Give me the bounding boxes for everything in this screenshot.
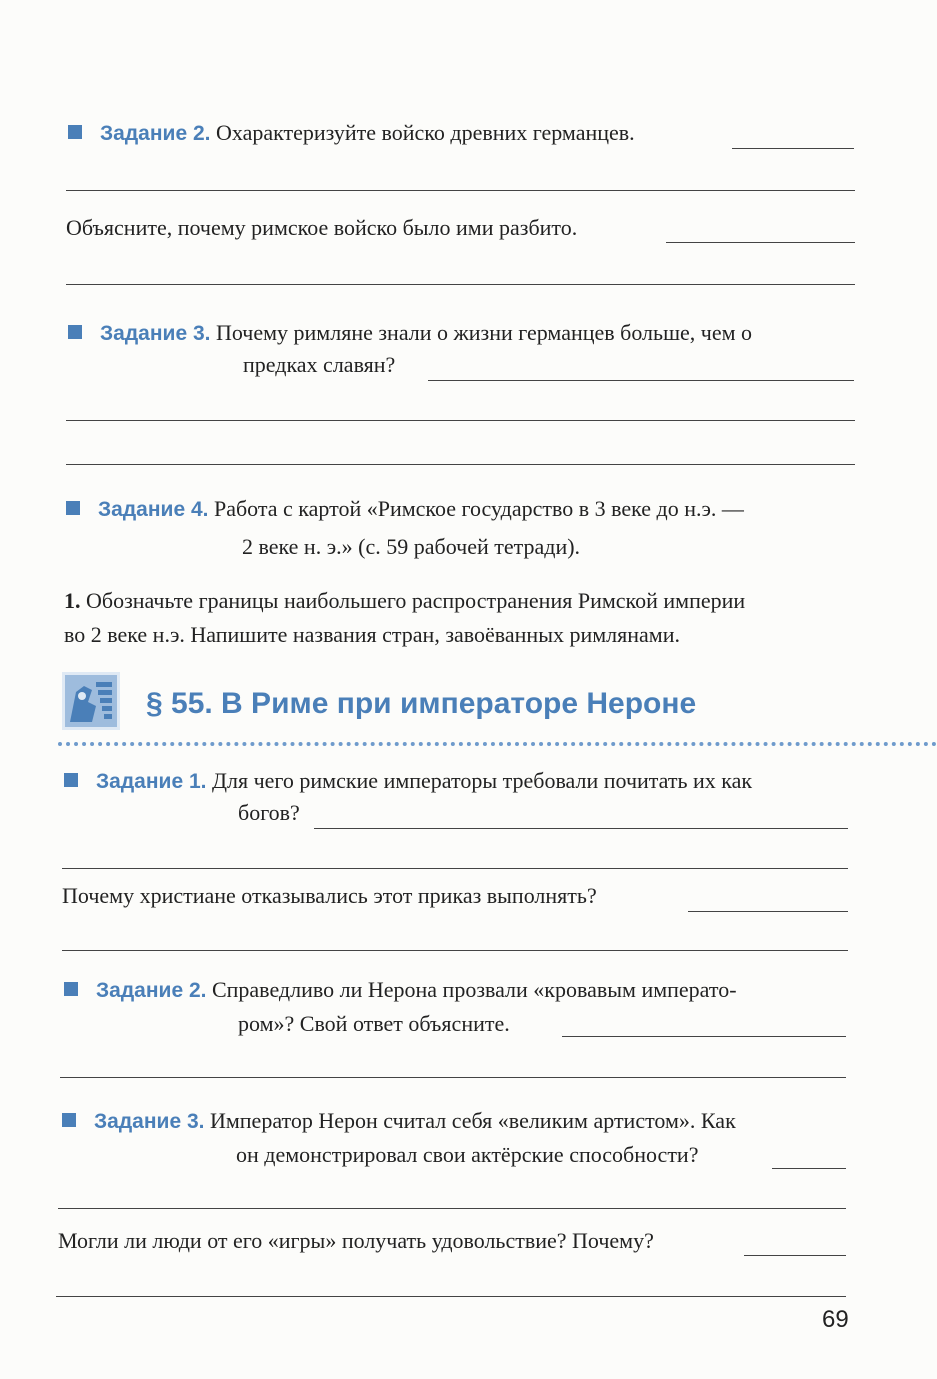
answer-line[interactable] [56, 1296, 846, 1297]
task-label: Задание 2. [96, 979, 207, 1002]
answer-line[interactable] [772, 1168, 846, 1169]
task-question-cont: богов? [238, 800, 300, 825]
task-question: Для чего римские императоры требовали почитать их как [211, 768, 753, 793]
task-question-cont: предках славян? [243, 352, 396, 377]
task-question: Объясните, почему римское войско было ими разбито. [66, 215, 578, 240]
task-question-cont: ром»? Свой ответ объясните. [238, 1011, 510, 1036]
answer-line[interactable] [428, 380, 854, 381]
task-question: Справедливо ли Нерона прозвали «кровавым императо- [211, 977, 737, 1002]
task-3-heading [62, 1106, 736, 1137]
task-label: Задание 2. [100, 122, 211, 145]
answer-line[interactable] [562, 1036, 846, 1037]
bullet-square-icon [68, 125, 82, 139]
task-question: Могли ли люди от его «игры» получать удовольствие? Почему? [58, 1228, 654, 1253]
task-question-cont: он демонстрировал свои актёрские способности? [236, 1142, 699, 1167]
task-2-heading [64, 975, 737, 1006]
task-question: Охарактеризуйте войско древних германцев. [215, 120, 635, 145]
task-3-heading [68, 318, 752, 349]
task-1-heading [64, 766, 752, 797]
task-label: Задание 4. [98, 498, 209, 521]
answer-line[interactable] [62, 950, 848, 951]
bullet-square-icon [66, 501, 80, 515]
task-paragraph-cont: во 2 веке н.э. Напишите названия стран, завоёванных римлянами. [64, 622, 680, 647]
task-label: Задание 1. [96, 770, 207, 793]
task-question: Работа с картой «Римское государство в 3 веке до н.э. — [213, 496, 744, 521]
task-paragraph [64, 586, 745, 616]
answer-line[interactable] [62, 868, 848, 869]
bullet-square-icon [64, 773, 78, 787]
bullet-square-icon [68, 325, 82, 339]
answer-line[interactable] [688, 911, 848, 912]
answer-line[interactable] [58, 1208, 846, 1209]
bullet-square-icon [62, 1113, 76, 1127]
task-4-heading [66, 494, 744, 525]
answer-line[interactable] [666, 242, 855, 243]
answer-line[interactable] [66, 464, 855, 465]
answer-line[interactable] [732, 148, 854, 149]
page-number: 69 [822, 1306, 849, 1333]
answer-line[interactable] [66, 420, 855, 421]
item-text: Обозначьте границы наибольшего распространения Римской империи [86, 588, 746, 613]
answer-line[interactable] [60, 1077, 846, 1078]
item-number: 1. [64, 588, 81, 613]
answer-line[interactable] [66, 284, 855, 285]
answer-line[interactable] [744, 1255, 846, 1256]
section-title: § 55. В Риме при императоре Нероне [146, 687, 697, 720]
answer-line[interactable] [314, 828, 848, 829]
answer-line[interactable] [66, 190, 855, 191]
bullet-square-icon [64, 982, 78, 996]
dotted-divider [58, 742, 937, 746]
task-label: Задание 3. [100, 322, 211, 345]
task-2-heading [68, 118, 635, 149]
section-emblem-icon [62, 672, 120, 730]
task-label: Задание 3. [94, 1110, 205, 1133]
task-question: Почему римляне знали о жизни германцев больше, чем о [215, 320, 753, 345]
task-question: Почему христиане отказывались этот приказ выполнять? [62, 883, 597, 908]
task-question: Император Нерон считал себя «великим артистом». Как [209, 1108, 736, 1133]
task-question-cont: 2 веке н. э.» (с. 59 рабочей тетради). [242, 534, 581, 559]
